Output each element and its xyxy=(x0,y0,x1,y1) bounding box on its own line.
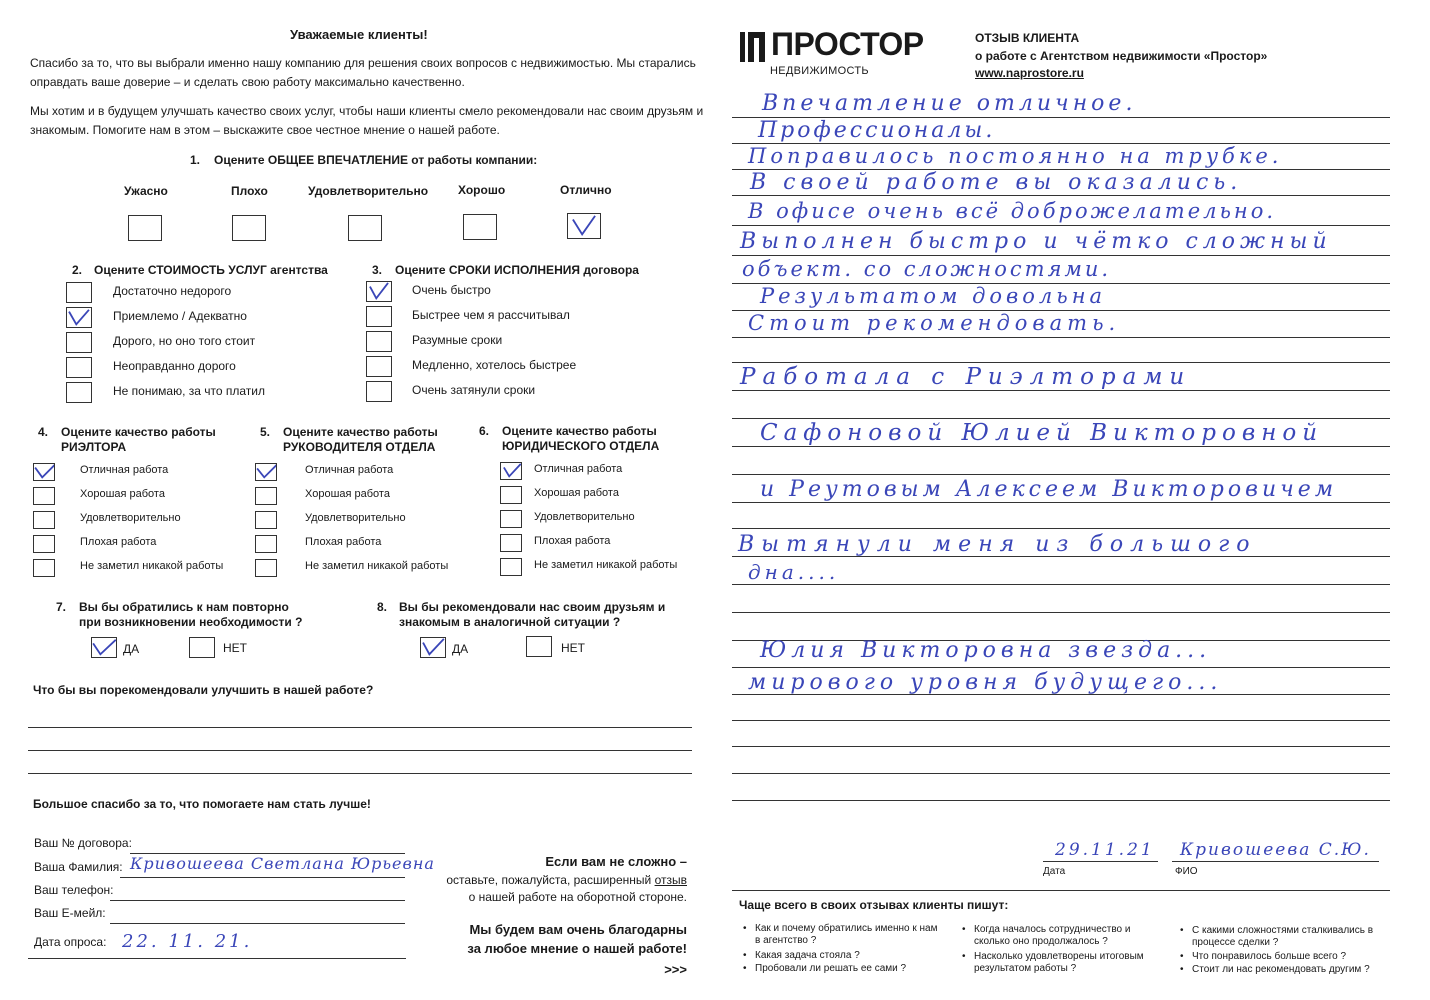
option-label: Отлично xyxy=(560,183,612,197)
q3-option-label: Разумные сроки xyxy=(412,333,503,347)
review-date-value: 29.11.21 xyxy=(1055,840,1155,860)
q5-checkbox[interactable] xyxy=(255,511,277,529)
review-line: Выполнен быстро и чётко сложный xyxy=(740,229,1332,254)
question-2-number: 2. xyxy=(72,263,83,277)
ruled-line xyxy=(732,528,1390,529)
ruled-line xyxy=(732,612,1390,613)
checkmark-icon xyxy=(92,638,116,657)
ruled-line xyxy=(732,225,1390,226)
review-line: и Реутовым Алексеем Викторовичем xyxy=(760,477,1338,502)
intro-paragraph-2: знакомым. Помогите нам в этом – выскажите свое честное мнение о нашей работе. xyxy=(30,123,500,137)
question-8-title: Вы бы рекомендовали нас своим друзьям и xyxy=(399,600,666,614)
question-5-title: Оцените качество работы xyxy=(283,425,438,439)
review-line: Результатом довольна xyxy=(760,284,1107,308)
intro-paragraph-2: Мы хотим и в будущем улучшать качество своих услуг, чтобы наши клиенты смело рекомендовали нас своим друзьям и xyxy=(30,104,704,118)
q1-checkbox-bad[interactable] xyxy=(232,215,266,241)
review-line: Впечатление отличное. xyxy=(762,91,1137,116)
question-1-title: Оцените ОБЩЕЕ ВПЕЧАТЛЕНИЕ от работы компании: xyxy=(214,153,538,167)
answer-line xyxy=(28,727,692,728)
q5-option-label: Плохая работа xyxy=(305,536,382,548)
checkmark-icon xyxy=(367,282,391,301)
survey-date-label: Дата опроса: xyxy=(34,935,107,949)
q3-option-label: Очень быстро xyxy=(412,283,491,297)
tip-item: • Как и почему обратились именно к нам в агентство ? xyxy=(755,923,945,947)
q6-option-label: Удовлетворительно xyxy=(534,511,635,523)
review-signature: Кривошеева С.Ю. xyxy=(1180,840,1371,860)
review-line: Юлия Викторовна звезда... xyxy=(760,638,1212,663)
q2-checkbox[interactable] xyxy=(66,332,92,353)
q6-checkbox[interactable] xyxy=(500,462,522,480)
question-4-title: РИЭЛТОРА xyxy=(61,440,127,454)
q6-checkbox[interactable] xyxy=(500,534,522,552)
q5-checkbox[interactable] xyxy=(255,535,277,553)
tip-item: • Что понравилось больше всего ? xyxy=(1192,951,1382,963)
q8-no-label: НЕТ xyxy=(561,641,585,655)
q1-checkbox-good[interactable] xyxy=(463,214,497,240)
q5-option-label: Хорошая работа xyxy=(305,488,390,500)
survey-date-value: 22. 11. 21. xyxy=(122,931,253,952)
q5-checkbox[interactable] xyxy=(255,487,277,505)
contract-label: Ваш № договора: xyxy=(34,836,132,850)
review-line: Работала с Риэлторами xyxy=(740,364,1192,390)
improve-question: Что бы вы порекомендовали улучшить в нашей работе? xyxy=(33,683,374,697)
q4-checkbox[interactable] xyxy=(33,463,55,481)
review-line: Стоит рекомендовать. xyxy=(748,311,1121,335)
q7-yes-checkbox[interactable] xyxy=(91,637,117,658)
q6-option-label: Отличная работа xyxy=(534,463,623,475)
ruled-line xyxy=(732,390,1390,391)
review-line: В своей работе вы оказались. xyxy=(750,170,1243,195)
ruled-line xyxy=(732,195,1390,196)
logo-word: ПРОСТОР xyxy=(771,26,924,62)
question-7-title: Вы бы обратились к нам повторно xyxy=(79,600,289,614)
review-link[interactable]: отзыв xyxy=(654,873,687,887)
thanks-text: Большое спасибо за то, что помогаете нам стать лучше! xyxy=(33,797,371,811)
q4-option-label: Хорошая работа xyxy=(80,488,165,500)
q5-option-label: Не заметил никакой работы xyxy=(305,560,449,572)
review-line: дна.... xyxy=(748,560,840,584)
surname-value: Кривошеева Светлана Юрьевна xyxy=(130,854,435,873)
callout-thanks: за любое мнение о нашей работе! xyxy=(467,941,687,956)
review-line: В офисе очень всё доброжелательно. xyxy=(748,199,1277,223)
tip-item: • Насколько удовлетворены итоговым результатом работы ? xyxy=(974,951,1164,975)
tips-title: Чаще всего в своих отзывах клиенты пишут: xyxy=(739,898,1009,912)
checkmark-icon xyxy=(256,464,276,480)
q4-option-label: Удовлетворительно xyxy=(80,512,181,524)
q2-option-label: Не понимаю, за что платил xyxy=(113,384,266,398)
q6-option-label: Хорошая работа xyxy=(534,487,619,499)
q2-option-label: Приемлемо / Адекватно xyxy=(113,309,247,323)
question-8-title: знакомым в аналогичной ситуации ? xyxy=(399,615,621,629)
question-3-title: Оцените СРОКИ ИСПОЛНЕНИЯ договора xyxy=(395,263,639,277)
date-caption: Дата xyxy=(1043,866,1066,877)
q1-checkbox-satisfactory[interactable] xyxy=(348,215,382,241)
tip-item: • Стоит ли нас рекомендовать другим ? xyxy=(1192,964,1382,976)
q1-checkbox-excellent[interactable] xyxy=(567,213,601,239)
phone-field-line[interactable] xyxy=(110,900,405,901)
question-3-number: 3. xyxy=(372,263,383,277)
next-page-arrows: >>> xyxy=(664,962,687,977)
email-field-line[interactable] xyxy=(110,923,405,924)
callout-thanks: Мы будем вам очень благодарны xyxy=(469,922,687,937)
question-6-title: Оцените качество работы xyxy=(502,424,657,438)
q4-option-label: Плохая работа xyxy=(80,536,157,548)
q3-option-label: Очень затянули сроки xyxy=(412,383,536,397)
q7-no-checkbox[interactable] xyxy=(189,637,215,658)
question-2-title: Оцените СТОИМОСТЬ УСЛУГ агентства xyxy=(94,263,328,277)
q4-checkbox[interactable] xyxy=(33,559,55,577)
checkmark-icon xyxy=(421,638,445,657)
q2-option-label: Дорого, но оно того стоит xyxy=(113,334,256,348)
q6-checkbox[interactable] xyxy=(500,558,522,576)
option-label: Удовлетворительно xyxy=(308,184,429,198)
option-label: Плохо xyxy=(231,184,268,198)
q8-no-checkbox[interactable] xyxy=(526,636,552,657)
checkmark-icon xyxy=(34,464,54,480)
question-6-title: ЮРИДИЧЕСКОГО ОТДЕЛА xyxy=(502,439,660,453)
date-line[interactable] xyxy=(1043,861,1158,862)
q4-option-label: Не заметил никакой работы xyxy=(80,560,224,572)
surname-field-line[interactable] xyxy=(120,877,405,878)
q3-checkbox[interactable] xyxy=(366,381,392,402)
q2-option-label: Неоправданно дорого xyxy=(113,359,236,373)
ruled-line xyxy=(732,362,1390,363)
logo-subtitle: НЕДВИЖИМОСТЬ xyxy=(770,65,869,77)
phone-label: Ваш телефон: xyxy=(34,883,114,897)
review-line: объект. со сложностями. xyxy=(742,257,1112,281)
q5-checkbox[interactable] xyxy=(255,463,277,481)
q2-checkbox[interactable] xyxy=(66,357,92,378)
q6-option-label: Не заметил никакой работы xyxy=(534,559,678,571)
option-label: Хорошо xyxy=(458,183,506,197)
q3-checkbox[interactable] xyxy=(366,306,392,327)
ruled-line xyxy=(732,746,1390,747)
q5-checkbox[interactable] xyxy=(255,559,277,577)
tip-item: • Пробовали ли решать ее сами ? xyxy=(755,963,945,975)
checkmark-icon xyxy=(501,463,521,479)
review-title: ОТЗЫВ КЛИЕНТА xyxy=(975,31,1080,45)
q8-yes-checkbox[interactable] xyxy=(420,637,446,658)
question-8-number: 8. xyxy=(377,600,388,614)
review-line: Вытянули меня из большого xyxy=(738,532,1257,557)
q5-option-label: Отличная работа xyxy=(305,464,394,476)
question-6-number: 6. xyxy=(479,424,490,438)
review-subtitle: о работе с Агентством недвижимости «Простор» xyxy=(975,49,1268,63)
tip-item: • С какими сложностями сталкивались в процессе сделки ? xyxy=(1192,925,1382,949)
ruled-line xyxy=(732,418,1390,419)
fio-caption: ФИО xyxy=(1175,866,1198,877)
option-label: Ужасно xyxy=(124,184,168,198)
surname-label: Ваша Фамилия: xyxy=(34,860,123,874)
q1-checkbox-terrible[interactable] xyxy=(128,215,162,241)
page-heading: Уважаемые клиенты! xyxy=(290,27,428,42)
review-line: мирового уровня будущего... xyxy=(748,670,1223,695)
ruled-line xyxy=(732,720,1390,721)
review-line: Профессионалы. xyxy=(758,118,996,143)
ruled-line xyxy=(732,255,1390,256)
tip-item: • Когда началось сотрудничество и сколько оно продолжалось ? xyxy=(974,924,1164,948)
ruled-line xyxy=(732,502,1390,503)
answer-line xyxy=(28,773,692,774)
q3-checkbox[interactable] xyxy=(366,356,392,377)
question-4-number: 4. xyxy=(38,425,49,439)
ruled-line xyxy=(732,667,1390,668)
intro-paragraph-1: Спасибо за то, что вы выбрали именно нашу компанию для решения своих вопросов с недвижимостью. Мы старались xyxy=(30,56,696,70)
q6-checkbox[interactable] xyxy=(500,510,522,528)
intro-paragraph-1: оправдать ваше доверие – и сделать свою работу максимально качественно. xyxy=(30,75,465,89)
q2-checkbox[interactable] xyxy=(66,282,92,303)
email-label: Ваш Е-мейл: xyxy=(34,906,106,920)
q5-option-label: Удовлетворительно xyxy=(305,512,406,524)
q4-option-label: Отличная работа xyxy=(80,464,169,476)
q3-checkbox[interactable] xyxy=(366,331,392,352)
question-7-title: при возникновении необходимости ? xyxy=(79,615,303,629)
checkmark-icon xyxy=(67,308,91,327)
review-line: Поправилось постоянно на трубке. xyxy=(748,144,1283,168)
tips-divider xyxy=(732,890,1390,891)
question-1-number: 1. xyxy=(190,153,201,167)
answer-line xyxy=(28,750,692,751)
callout-text-main: оставьте, пожалуйста, расширенный xyxy=(446,873,655,887)
question-5-title: РУКОВОДИТЕЛЯ ОТДЕЛА xyxy=(283,440,436,454)
website-link[interactable]: www.naprostore.ru xyxy=(975,66,1084,80)
q2-checkbox[interactable] xyxy=(66,382,92,403)
ruled-line xyxy=(732,773,1390,774)
q8-yes-label: ДА xyxy=(452,642,469,656)
date-field-line[interactable] xyxy=(28,958,406,959)
q7-yes-label: ДА xyxy=(123,642,140,656)
q2-checkbox[interactable] xyxy=(66,307,92,328)
question-4-title: Оцените качество работы xyxy=(61,425,216,439)
tip-item: • Какая задача стояла ? xyxy=(755,950,945,962)
ruled-line xyxy=(732,474,1390,475)
callout-text xyxy=(446,873,687,887)
ruled-line xyxy=(732,584,1390,585)
q4-checkbox[interactable] xyxy=(33,535,55,553)
q3-checkbox[interactable] xyxy=(366,281,392,302)
q6-checkbox[interactable] xyxy=(500,486,522,504)
checkmark-icon xyxy=(568,214,600,238)
q2-option-label: Достаточно недорого xyxy=(113,284,232,298)
ruled-line xyxy=(732,337,1390,338)
q3-option-label: Медленно, хотелось быстрее xyxy=(412,358,577,372)
question-7-number: 7. xyxy=(56,600,67,614)
ruled-line xyxy=(732,800,1390,801)
prostor-logo-icon xyxy=(740,28,768,62)
q7-no-label: НЕТ xyxy=(223,641,247,655)
q3-option-label: Быстрее чем я рассчитывал xyxy=(412,308,570,322)
review-line: Сафоновой Юлией Викторовной xyxy=(760,420,1324,446)
q4-checkbox[interactable] xyxy=(33,511,55,529)
q6-option-label: Плохая работа xyxy=(534,535,611,547)
name-line[interactable] xyxy=(1172,861,1379,862)
callout-text: о нашей работе на оборотной стороне. xyxy=(468,890,687,904)
callout-title: Если вам не сложно – xyxy=(545,854,687,869)
q4-checkbox[interactable] xyxy=(33,487,55,505)
question-5-number: 5. xyxy=(260,425,271,439)
ruled-line xyxy=(732,446,1390,447)
